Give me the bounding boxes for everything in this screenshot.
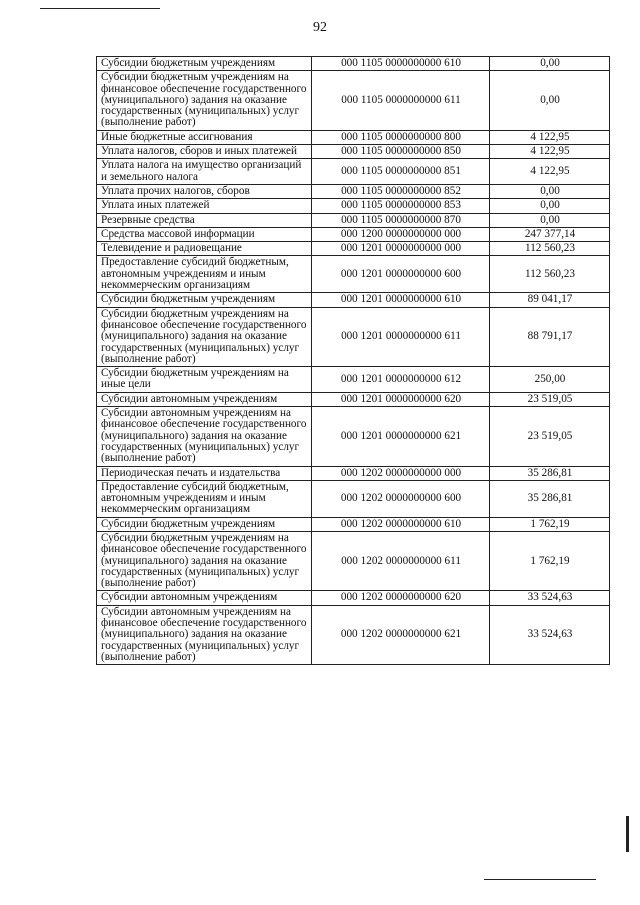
row-code-cell: 000 1105 0000000000 611 [312,71,490,130]
row-name-cell: Телевидение и радиовещание [97,242,312,256]
row-code-cell: 000 1105 0000000000 800 [312,130,490,144]
row-name-cell: Субсидии автономным учреждениям на финансовое обеспечение государственного (муниципального) задания на оказание государственных (муниципальных) услуг (выполнение работ) [97,407,312,466]
row-code-cell: 000 1202 0000000000 610 [312,517,490,531]
row-code-cell: 000 1201 0000000000 612 [312,367,490,393]
row-name-cell: Уплата налога на имущество организаций и земельного налога [97,159,312,185]
row-code-cell: 000 1105 0000000000 850 [312,145,490,159]
row-code-cell: 000 1202 0000000000 620 [312,591,490,605]
row-name-cell: Субсидии бюджетным учреждениям на финансовое обеспечение государственного (муниципального) задания на оказание государственных (муниципальных) услуг (выполнение работ) [97,71,312,130]
row-name-cell: Субсидии бюджетным учреждениям [97,57,312,71]
table-row [97,57,610,71]
table-row [97,591,610,605]
row-code-cell: 000 1105 0000000000 853 [312,199,490,213]
row-name-cell: Средства массовой информации [97,227,312,241]
row-name-cell: Субсидии бюджетным учреждениям на финансовое обеспечение государственного (муниципального) задания на оказание государственных (муниципальных) услуг (выполнение работ) [97,307,312,366]
row-code-cell: 000 1201 0000000000 611 [312,307,490,366]
row-name-cell: Субсидии автономным учреждениям [97,591,312,605]
row-sum-cell: 112 560,23 [490,242,610,256]
row-code-cell: 000 1105 0000000000 851 [312,159,490,185]
row-code-cell: 000 1201 0000000000 000 [312,242,490,256]
table-row [97,256,610,293]
table-row [97,517,610,531]
table-row [97,480,610,517]
row-name-cell: Уплата иных платежей [97,199,312,213]
table-row [97,242,610,256]
table-row [97,130,610,144]
row-name-cell: Иные бюджетные ассигнования [97,130,312,144]
row-code-cell: 000 1202 0000000000 600 [312,480,490,517]
row-code-cell: 000 1202 0000000000 611 [312,531,490,590]
row-sum-cell: 35 286,81 [490,466,610,480]
row-sum-cell: 88 791,17 [490,307,610,366]
row-sum-cell: 0,00 [490,57,610,71]
row-sum-cell: 1 762,19 [490,531,610,590]
row-name-cell: Субсидии бюджетным учреждениям на иные цели [97,367,312,393]
row-name-cell: Субсидии автономным учреждениям на финансовое обеспечение государственного (муниципального) задания на оказание государственных (муниципальных) услуг (выполнение работ) [97,605,312,664]
row-name-cell: Субсидии автономным учреждениям [97,392,312,406]
row-sum-cell: 250,00 [490,367,610,393]
table-row [97,531,610,590]
row-sum-cell: 0,00 [490,199,610,213]
table-row [97,184,610,198]
margin-mark [626,816,629,852]
table-row [97,605,610,664]
bottom-rule [484,879,596,880]
row-name-cell: Уплата прочих налогов, сборов [97,184,312,198]
table-row [97,71,610,130]
row-name-cell: Субсидии бюджетным учреждениям на финансовое обеспечение государственного (муниципального) задания на оказание государственных (муниципальных) услуг (выполнение работ) [97,531,312,590]
row-sum-cell: 33 524,63 [490,591,610,605]
budget-table-body [97,57,610,665]
row-sum-cell: 247 377,14 [490,227,610,241]
row-code-cell: 000 1201 0000000000 620 [312,392,490,406]
table-row [97,213,610,227]
row-name-cell: Периодическая печать и издательства [97,466,312,480]
table-row [97,407,610,466]
row-sum-cell: 23 519,05 [490,392,610,406]
row-code-cell: 000 1201 0000000000 610 [312,293,490,307]
row-code-cell: 000 1202 0000000000 621 [312,605,490,664]
row-sum-cell: 0,00 [490,71,610,130]
row-sum-cell: 1 762,19 [490,517,610,531]
table-row [97,159,610,185]
row-sum-cell: 23 519,05 [490,407,610,466]
row-code-cell: 000 1105 0000000000 610 [312,57,490,71]
table-row [97,293,610,307]
budget-table [96,56,610,665]
row-code-cell: 000 1201 0000000000 621 [312,407,490,466]
row-name-cell: Резервные средства [97,213,312,227]
row-sum-cell: 33 524,63 [490,605,610,664]
row-sum-cell: 0,00 [490,213,610,227]
row-code-cell: 000 1200 0000000000 000 [312,227,490,241]
row-sum-cell: 4 122,95 [490,130,610,144]
row-sum-cell: 35 286,81 [490,480,610,517]
row-code-cell: 000 1105 0000000000 870 [312,213,490,227]
row-code-cell: 000 1202 0000000000 000 [312,466,490,480]
row-name-cell: Предоставление субсидий бюджетным, автономным учреждениям и иным некоммерческим организациям [97,256,312,293]
table-row [97,466,610,480]
row-code-cell: 000 1201 0000000000 600 [312,256,490,293]
row-sum-cell: 112 560,23 [490,256,610,293]
row-sum-cell: 89 041,17 [490,293,610,307]
page-number: 92 [313,20,327,35]
table-row [97,227,610,241]
top-rule [40,8,160,9]
table-row [97,307,610,366]
table-row [97,392,610,406]
row-name-cell: Уплата налогов, сборов и иных платежей [97,145,312,159]
row-name-cell: Предоставление субсидий бюджетным, автономным учреждениям и иным некоммерческим организациям [97,480,312,517]
table-row [97,199,610,213]
row-sum-cell: 4 122,95 [490,159,610,185]
row-name-cell: Субсидии бюджетным учреждениям [97,517,312,531]
table-row [97,145,610,159]
row-sum-cell: 0,00 [490,184,610,198]
table-row [97,367,610,393]
row-name-cell: Субсидии бюджетным учреждениям [97,293,312,307]
row-code-cell: 000 1105 0000000000 852 [312,184,490,198]
row-sum-cell: 4 122,95 [490,145,610,159]
